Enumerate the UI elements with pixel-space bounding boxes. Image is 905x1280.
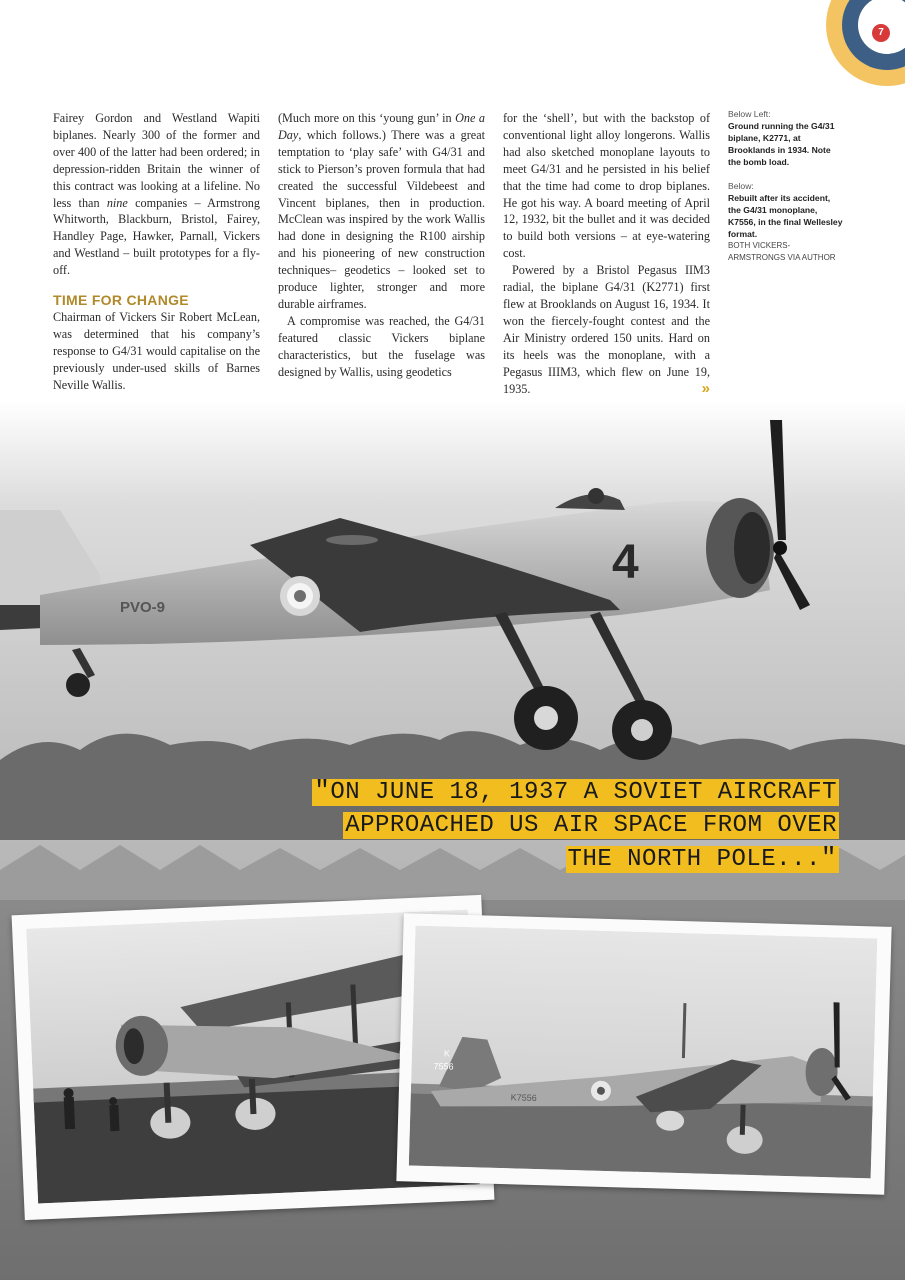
text-column-1 [53, 110, 260, 394]
caption-text: Rebuilt after its accident, the G4/31 monoplane, K7556, in the final Wellesley format. [728, 193, 843, 239]
paragraph [503, 262, 710, 397]
text-run: companies – Armstrong Whitworth, Blackburn, Bristol, Fairey, Handley Page, Hawker, Parnall, Vickers and Westland – built prototypes for a fly-off. [53, 195, 260, 278]
fuselage-serial: K7556 [510, 1092, 537, 1104]
text-run: , which follows.) There was a great temptation to ‘play safe’ with G4/31 and stick to Pierson’s proven formula that had created the successful Vildebeest and Vincent biplanes, then in production. McClean was inspired by the work Wallis had done in designing the R100 airship and his pioneering of new construction techniques– geodetics – looked set to produce lighter, stronger and more durable airframes. [278, 127, 485, 311]
quote-mark-close: " [820, 843, 837, 873]
paragraph: for the ‘shell’, but with the backstop of conventional light alloy longerons. Wallis had also sketched monoplane layouts to meet G4/31 and he persisted in his belief that the time had come to drop biplanes. He got his way. A board meeting of April 12, 1932, bit the bullet and it was decided to build both versions – at eye-watering cost. [503, 111, 710, 261]
tail-letter: K [443, 1048, 451, 1059]
photo-credit: BOTH VICKERS-ARMSTRONGS VIA AUTHOR [728, 241, 836, 262]
monoplane-photo [409, 926, 878, 1179]
quote-text: ON JUNE 18, 1937 A SOVIET AIRCRAFT [330, 779, 837, 806]
page-roundel [826, 0, 905, 86]
photo-captions [728, 108, 843, 264]
tail-serial: 7556 [433, 1061, 454, 1072]
paragraph: Chairman of Vickers Sir Robert McLean, was determined that his company’s response to G4/31 would capitalise on the previously under-used skills of Barnes Neville Wallis. [53, 310, 260, 392]
quote-mark-open: " [314, 776, 331, 806]
emphasis: One a Day [278, 111, 485, 142]
monoplane-photo-frame [396, 913, 891, 1195]
section-subhead: TIME FOR CHANGE [53, 292, 189, 309]
text-column-2 [278, 110, 485, 381]
pull-quote [159, 775, 839, 876]
pull-quote-line [312, 776, 839, 806]
text-run: Powered by a Bristol Pegasus IIM3 radial, the biplane G4/31 (K2771) first flew at Brooklands on August 16, 1934. It won the fiercely-fought contest and the Air Ministry ordered 150 units. Hard on its heels was the monoplane, with a Pegasus IIIM3, which flew on June 19, 1935. [503, 263, 710, 396]
emphasis: nine [106, 195, 128, 210]
text-run: (Much more on this ‘young gun’ in [278, 111, 456, 125]
pull-quote-line: APPROACHED US AIR SPACE FROM OVER [345, 812, 837, 839]
paragraph [278, 110, 485, 313]
text-column-3 [503, 110, 710, 397]
caption-label: Below: [728, 181, 754, 191]
continue-arrow-icon: » [701, 379, 710, 397]
caption-text: Ground running the G4/31 biplane, K2771, at Brooklands in 1934. Note the bomb load. [728, 121, 835, 167]
pull-quote-line [566, 843, 839, 873]
aircraft-serial: PVO-9 [120, 599, 166, 616]
text-run: Fairey Gordon and Westland Wapiti biplanes. Nearly 300 of the former and over 400 of the latter had been ordered; in depression-ridden Britain the winner of this contract was looking at a lifeline. No less than [53, 111, 260, 210]
paragraph: A compromise was reached, the G4/31 featured classic Vickers biplane characteristics, but the fuselage was designed by Wallis, using geodetics [278, 313, 485, 379]
quote-text: THE NORTH POLE... [567, 846, 821, 873]
caption-label: Below Left: [728, 109, 771, 119]
aircraft-number: 4 [612, 536, 639, 589]
paragraph [53, 110, 260, 279]
page-number: 7 [872, 24, 890, 42]
